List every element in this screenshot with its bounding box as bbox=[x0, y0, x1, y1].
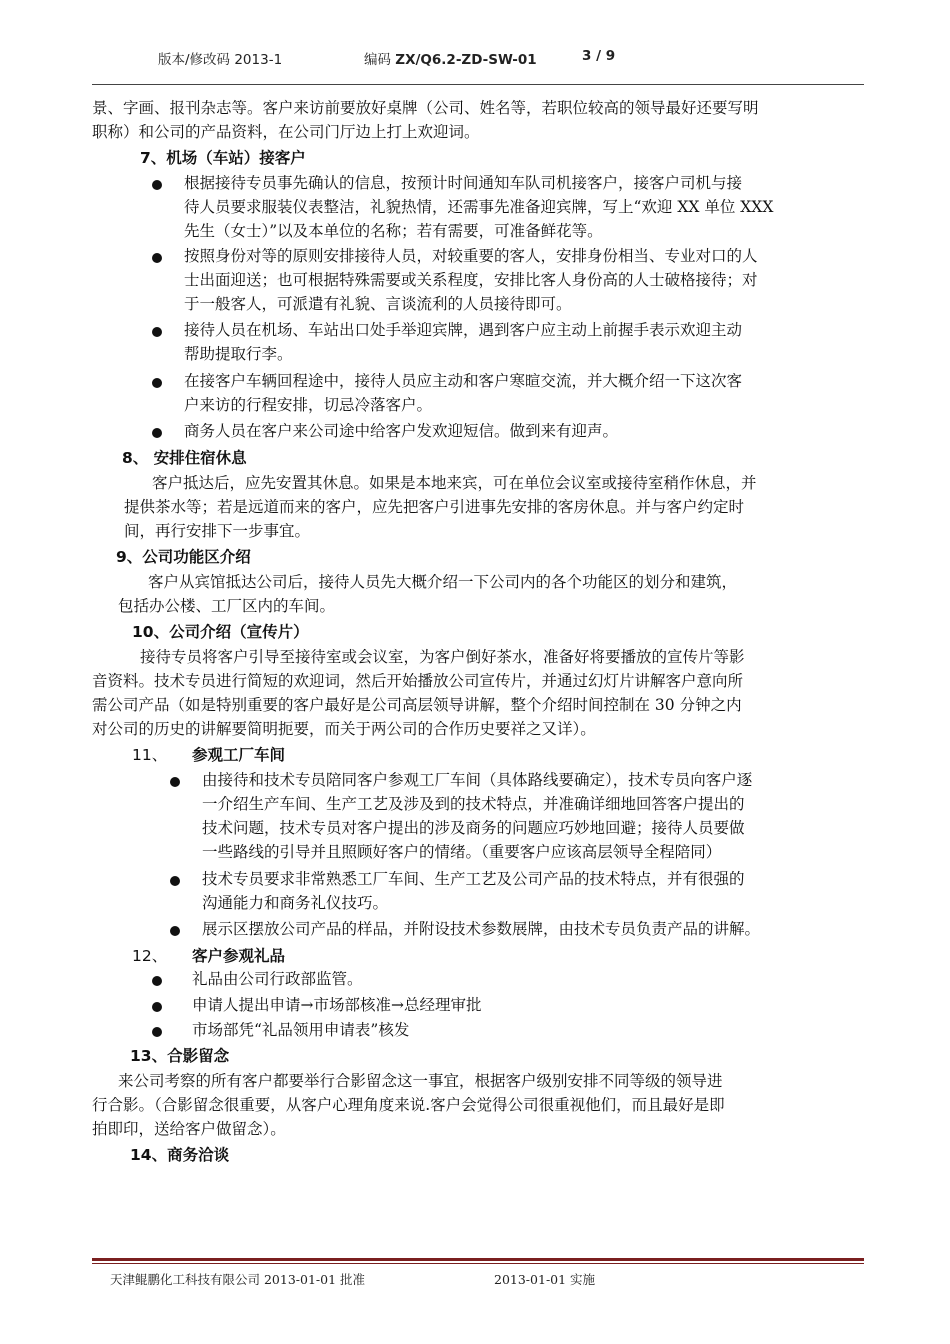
text-line: 技术问题，技术专员对客户提出的涉及商务的问题应巧妙地回避；接待人员要做 bbox=[202, 819, 745, 837]
bullet-icon bbox=[170, 876, 180, 886]
text-line: 职称）和公司的产品资料，在公司门厅边上打上欢迎词。 bbox=[92, 123, 480, 141]
text-line: 包括办公楼、工厂区内的车间。 bbox=[118, 597, 336, 615]
section-heading-10: 10、公司介绍（宣传片） bbox=[132, 623, 309, 641]
text-line: 按照身份对等的原则安排接待人员，对较重要的客人，安排身份相当、专业对口的人 bbox=[184, 247, 758, 265]
text-line: 沟通能力和商务礼仪技巧。 bbox=[202, 894, 389, 912]
footer-rule-thin bbox=[92, 1263, 864, 1264]
text-line: 间，再行安排下一步事宜。 bbox=[124, 522, 311, 540]
text-line: 由接待和技术专员陪同客户参观工厂车间（具体路线要确定），技术专员向客户逐 bbox=[202, 771, 753, 789]
footer-approval: 天津鲲鹏化工科技有限公司 2013-01-01 批准 bbox=[110, 1272, 366, 1287]
section-heading-11: 参观工厂车间 bbox=[192, 746, 286, 764]
text-line: 申请人提出申请→市场部核准→总经理审批 bbox=[192, 996, 482, 1014]
text-line: 技术专员要求非常熟悉工厂车间、生产工艺及公司产品的技术特点，并有很强的 bbox=[202, 870, 745, 888]
text-line: 礼品由公司行政部监管。 bbox=[192, 970, 363, 988]
header-code bbox=[364, 48, 537, 68]
footer-effective: 2013-01-01 实施 bbox=[494, 1272, 596, 1287]
section-heading-13: 13、合影留念 bbox=[130, 1047, 230, 1065]
footer-rule bbox=[92, 1258, 864, 1261]
section-heading-9: 9、公司功能区介绍 bbox=[116, 548, 251, 566]
bullet-icon bbox=[170, 926, 180, 936]
text-line: 待人员要求服装仪表整洁，礼貌热情，还需事先准备迎宾牌，写上“欢迎 XX 单位 XXX bbox=[184, 198, 774, 216]
bullet-icon bbox=[152, 180, 162, 190]
section-number-11: 11、 bbox=[132, 746, 168, 764]
bullet-icon bbox=[152, 378, 162, 388]
text-line: 对公司的历史的讲解要简明扼要，而关于两公司的合作历史要祥之又详）。 bbox=[92, 720, 596, 738]
text-line: 来公司考察的所有客户都要举行合影留念这一事宜，根据客户级别安排不同等级的领导进 bbox=[118, 1072, 723, 1090]
text-line: 商务人员在客户来公司途中给客户发欢迎短信。做到来有迎声。 bbox=[184, 422, 619, 440]
text-line: 展示区摆放公司产品的样品，并附设技术参数展牌，由技术专员负责产品的讲解。 bbox=[202, 920, 761, 938]
text-line: 帮助提取行李。 bbox=[184, 345, 293, 363]
text-line: 行合影。（合影留念很重要，从客户心理角度来说.客户会觉得公司很重视他们，而且最好是即 bbox=[92, 1096, 725, 1114]
bullet-icon bbox=[152, 1002, 162, 1012]
text-line: 士出面迎送；也可根据特殊需要或关系程度，安排比客人身份高的人士破格接待；对 bbox=[184, 271, 758, 289]
bullet-icon bbox=[152, 327, 162, 337]
text-line: 一介绍生产车间、生产工艺及涉及到的技术特点，并准确详细地回答客户提出的 bbox=[202, 795, 745, 813]
text-line: 先生（女士）”以及本单位的名称；若有需要，可准备鲜花等。 bbox=[184, 222, 603, 240]
bullet-icon bbox=[152, 1027, 162, 1037]
section-heading-14: 14、商务洽谈 bbox=[130, 1146, 230, 1164]
section-heading-7: 7、机场（车站）接客户 bbox=[140, 149, 306, 167]
bullet-icon bbox=[170, 777, 180, 787]
text-line: 需公司产品（如是特别重要的客户最好是公司高层领导讲解，整个介绍时间控制在 30 分钟之内 bbox=[92, 696, 742, 714]
header-page-number: 3 / 9 bbox=[582, 48, 616, 64]
bullet-icon bbox=[152, 428, 162, 438]
header-code-label: 编码 bbox=[364, 52, 391, 68]
text-line: 于一般客人，可派遣有礼貌、言谈流利的人员接待即可。 bbox=[184, 295, 572, 313]
text-line: 接待专员将客户引导至接待室或会议室，为客户倒好茶水，准备好将要播放的宣传片等影 bbox=[140, 648, 745, 666]
text-line: 户来访的行程安排，切忌冷落客户。 bbox=[184, 396, 433, 414]
text-line: 音资料。技术专员进行简短的欢迎词，然后开始播放公司宣传片，并通过幻灯片讲解客户意向所 bbox=[92, 672, 744, 690]
header-version: 版本/修改码 2013-1 bbox=[158, 52, 283, 68]
bullet-icon bbox=[152, 253, 162, 263]
text-line: 在接客户车辆回程途中，接待人员应主动和客户寒暄交流，并大概介绍一下这次客 bbox=[184, 372, 743, 390]
text-line: 提供茶水等；若是远道而来的客户，应先把客户引进事先安排的客房休息。并与客户约定时 bbox=[124, 498, 745, 516]
text-line: 接待人员在机场、车站出口处手举迎宾牌，遇到客户应主动上前握手表示欢迎主动 bbox=[184, 321, 743, 339]
section-heading-8: 8、 安排住宿休息 bbox=[122, 449, 247, 467]
text-line: 拍即印，送给客户做留念）。 bbox=[92, 1120, 286, 1138]
section-number-12: 12、 bbox=[132, 947, 168, 965]
text-line: 一些路线的引导并且照顾好客户的情绪。（重要客户应该高层领导全程陪同） bbox=[202, 843, 722, 861]
header-rule bbox=[92, 84, 864, 85]
text-line: 客户抵达后，应先安置其休息。如果是本地来宾，可在单位会议室或接待室稍作休息，并 bbox=[152, 474, 757, 492]
text-line: 客户从宾馆抵达公司后，接待人员先大概介绍一下公司内的各个功能区的划分和建筑， bbox=[148, 573, 738, 591]
section-heading-12: 客户参观礼品 bbox=[192, 947, 286, 965]
header-code-value: ZX/Q6.2-ZD-SW-01 bbox=[395, 52, 537, 68]
text-line: 根据接待专员事先确认的信息，按预计时间通知车队司机接客户，接客户司机与接 bbox=[184, 174, 743, 192]
bullet-icon bbox=[152, 976, 162, 986]
text-line: 市场部凭“礼品领用申请表”核发 bbox=[192, 1021, 410, 1039]
text-line: 景、字画、报刊杂志等。客户来访前要放好桌牌（公司、姓名等，若职位较高的领导最好还要写明 bbox=[92, 99, 759, 117]
